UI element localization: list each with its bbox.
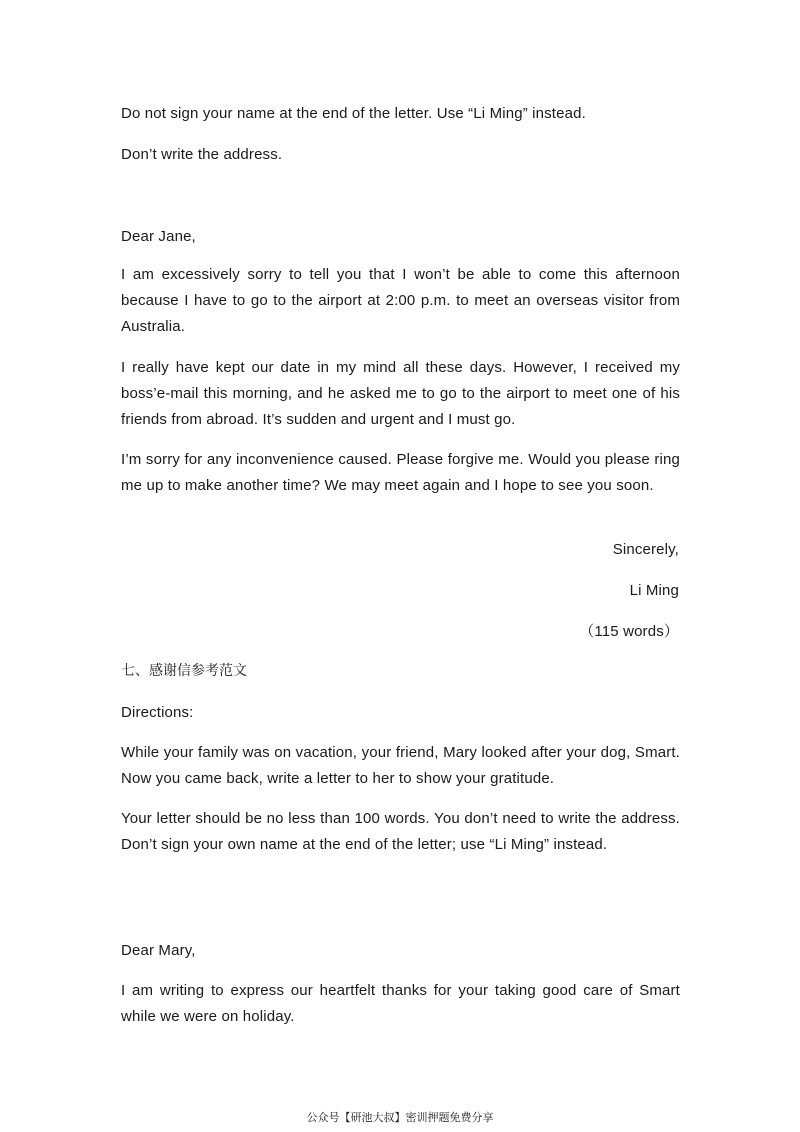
directions-paragraph-2: Your letter should be no less than 100 words. You don’t need to write the address. Don’t sign your own name at the end of the letter; use “Li Ming” instead.	[121, 810, 680, 853]
instruction-line-1: Do not sign your name at the end of the letter. Use “Li Ming” instead.	[121, 105, 586, 122]
page-footer: 公众号【研池大叔】密训押题免费分享	[306, 1111, 494, 1124]
section-heading: 七、感谢信参考范文	[121, 663, 247, 679]
letter2-paragraph-1: I am writing to express our heartfelt thanks for your taking good care of Smart while we were on holiday.	[121, 982, 680, 1025]
directions-label: Directions:	[121, 704, 194, 721]
letter1-closing: Sincerely,	[612, 541, 679, 558]
letter2-salutation: Dear Mary,	[121, 942, 196, 959]
directions-paragraph-1: While your family was on vacation, your friend, Mary looked after your dog, Smart. Now you came back, write a letter to her to show your gratitude.	[121, 744, 680, 787]
letter1-paragraph-1: I am excessively sorry to tell you that I won’t be able to come this afternoon because I have to go to the airport at 2:00 p.m. to meet an overseas visitor from Australia.	[121, 266, 680, 335]
letter1-paragraph-2: I really have kept our date in my mind all these days. However, I received my boss’e-mail this morning, and he asked me to go to the airport to meet one of his friends from abroad. It’s sudden and urgent and I must go.	[121, 359, 680, 428]
letter1-signature: Li Ming	[629, 582, 679, 599]
instruction-line-2: Don’t write the address.	[121, 146, 283, 163]
letter1-word-count: （115 words）	[579, 623, 679, 640]
letter1-salutation: Dear Jane,	[121, 228, 196, 245]
letter1-paragraph-3: I’m sorry for any inconvenience caused. Please forgive me. Would you please ring me up to make another time? We may meet again and I hope to see you soon.	[121, 451, 680, 494]
